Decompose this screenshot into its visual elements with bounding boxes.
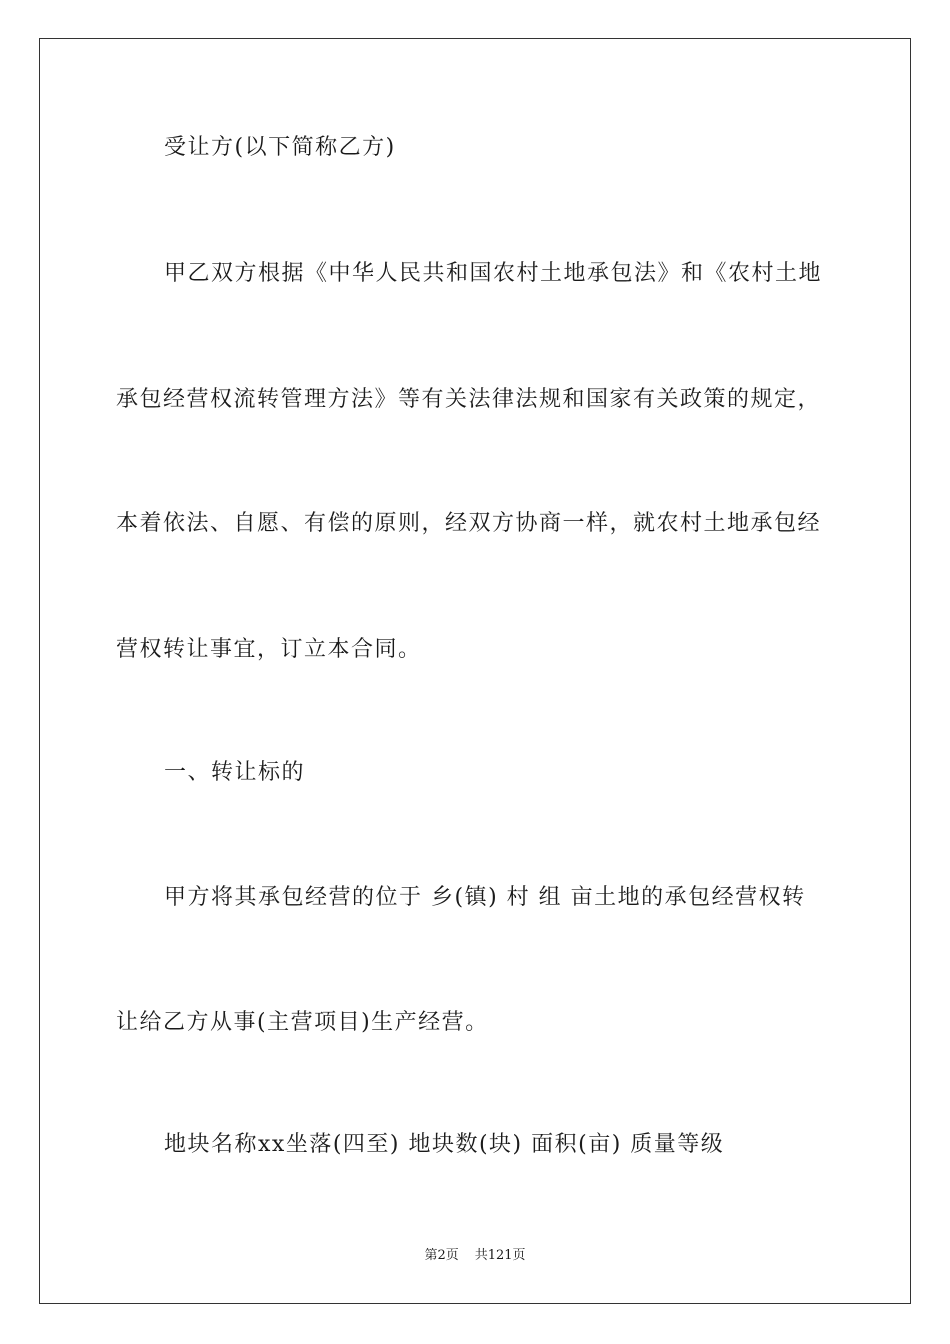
- page-border: [39, 38, 911, 1304]
- page-number: 第2页: [424, 1248, 459, 1263]
- paragraph-line: 承包经营权流转管理方法》等有关法律法规和国家有关政策的规定，: [116, 387, 822, 412]
- paragraph-line: 甲方将其承包经营的位于 乡(镇) 村 组 亩土地的承包经营权转: [164, 885, 806, 910]
- party-b-line: 受让方(以下简称乙方): [164, 135, 396, 160]
- table-header-line: 地块名称xx坐落(四至) 地块数(块) 面积(亩) 质量等级: [164, 1132, 725, 1157]
- total-pages: 共121页: [474, 1248, 526, 1263]
- paragraph-line: 营权转让事宜，订立本合同。: [116, 637, 422, 662]
- page-footer: [0, 1247, 950, 1265]
- paragraph-line: 让给乙方从事(主营项目)生产经营。: [116, 1010, 489, 1035]
- paragraph-line: 本着依法、自愿、有偿的原则，经双方协商一样，就农村土地承包经: [116, 511, 822, 536]
- paragraph-line: 甲乙双方根据《中华人民共和国农村土地承包法》和《农村土地: [164, 261, 823, 286]
- section-heading: 一、转让标的: [164, 760, 306, 785]
